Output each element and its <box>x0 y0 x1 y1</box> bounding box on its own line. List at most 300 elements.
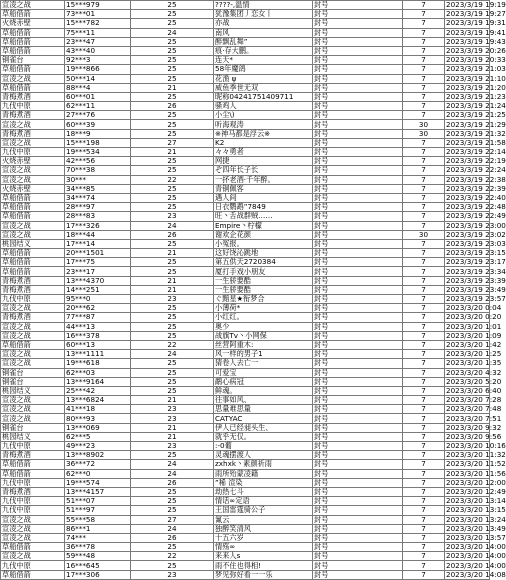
time-cell: 2023/3/20 14:00 <box>446 551 506 561</box>
account-cell: 41***18 <box>65 405 131 414</box>
level-cell: 21 <box>131 249 214 258</box>
server-cell: 青梅煮酒 <box>1 111 65 120</box>
days-cell: 7 <box>403 322 445 331</box>
time-cell: 2023/3/20 10:16 <box>446 441 506 451</box>
nickname-cell: 鲜魂。 <box>214 386 313 395</box>
time-cell: 2023/3/20 7:28 <box>446 395 502 405</box>
table-row <box>1 561 490 570</box>
action-cell: 封号 <box>313 313 403 322</box>
action-cell: 封号 <box>313 570 403 579</box>
level-cell: 24 <box>131 524 214 533</box>
action-cell: 封号 <box>313 46 403 55</box>
time-cell: 2023/3/20 11:56 <box>446 468 506 478</box>
account-cell: 13***4370 <box>65 276 131 285</box>
level-cell: 25 <box>131 10 214 19</box>
account-cell: 17***14 <box>65 239 131 248</box>
time-cell: 2023/3/19 21:25 <box>446 110 506 120</box>
time-cell: 2023/3/20 9:56 <box>446 431 502 441</box>
days-cell: 7 <box>403 212 445 221</box>
account-cell: 60***01 <box>65 92 131 101</box>
days-cell: 7 <box>403 331 445 340</box>
level-cell: 24 <box>131 350 214 359</box>
action-cell: 封号 <box>313 239 403 248</box>
nickname-cell: ぞ四年长子长 <box>214 166 313 175</box>
server-cell: 火烧赤壁 <box>1 19 65 28</box>
server-cell: 九伐中原 <box>1 295 65 304</box>
time-cell: 2023/3/19 19:43 <box>446 36 506 46</box>
nickname-cell: ※神马都是浮云※ <box>214 129 313 138</box>
level-cell: 25 <box>131 313 214 322</box>
table-row <box>1 524 490 533</box>
action-cell: 封号 <box>313 543 403 552</box>
account-cell: 28***97 <box>65 203 131 212</box>
account-cell: 30*** <box>65 175 131 184</box>
server-cell: 宣凌之战 <box>1 350 65 359</box>
days-cell: 7 <box>403 193 445 202</box>
account-cell: 36***72 <box>65 460 131 469</box>
time-cell: 2023/3/19 22:24 <box>446 165 506 175</box>
days-cell: 7 <box>403 451 445 460</box>
time-cell: 2023/3/19 20:26 <box>446 46 506 56</box>
server-cell: 宣凌之战 <box>1 331 65 340</box>
level-cell: 23 <box>131 295 214 304</box>
action-cell: 封号 <box>313 478 403 487</box>
days-cell: 7 <box>403 359 445 368</box>
action-cell: 封号 <box>313 340 403 349</box>
time-cell: 2023/3/19 23:15 <box>446 248 506 258</box>
time-cell: 2023/3/19 19:31 <box>446 18 506 28</box>
days-cell: 7 <box>403 478 445 487</box>
days-cell: 7 <box>403 570 445 579</box>
server-cell: 宣凌之战 <box>1 515 65 524</box>
days-cell: 30 <box>403 120 445 129</box>
time-cell: 2023/3/19 22:49 <box>446 211 506 221</box>
account-cell: 20***1501 <box>65 249 131 258</box>
level-cell: 24 <box>131 460 214 469</box>
time-cell: 2023/3/19 21:03 <box>446 64 506 74</box>
days-cell: 30 <box>403 230 445 239</box>
days-cell: 7 <box>403 166 445 175</box>
table-row <box>1 469 490 478</box>
days-cell: 7 <box>403 552 445 561</box>
account-cell: 55***58 <box>65 515 131 524</box>
nickname-cell: 第五供天2720384 <box>214 258 313 267</box>
time-cell: 2023/3/20 13:15 <box>446 505 506 515</box>
level-cell: 24 <box>131 221 214 230</box>
nickname-cell: 来来人s <box>214 552 313 561</box>
action-cell: 封号 <box>313 28 403 37</box>
nickname-cell: 醉飘乱舞” <box>214 37 313 46</box>
level-cell: 25 <box>131 19 214 28</box>
server-cell: 桃园结义 <box>1 239 65 248</box>
level-cell: 23 <box>131 405 214 414</box>
action-cell: 封号 <box>313 469 403 478</box>
account-cell: 23***47 <box>65 37 131 46</box>
nickname-cell: 旺丶舌战群贼…… <box>214 212 313 221</box>
table-row <box>1 175 490 184</box>
action-cell: 封号 <box>313 460 403 469</box>
time-cell: 2023/3/20 1:09 <box>446 330 502 340</box>
account-cell: 16***378 <box>65 331 131 340</box>
table-row <box>1 258 490 267</box>
action-cell: 封号 <box>313 396 403 405</box>
table-row <box>1 19 490 28</box>
nickname-cell: 情话∞定语 <box>214 497 313 506</box>
server-cell: 九伐中原 <box>1 102 65 111</box>
time-cell: 2023/3/19 22:39 <box>446 183 506 193</box>
level-cell: 21 <box>131 285 214 294</box>
server-cell: 草船借箭 <box>1 203 65 212</box>
server-cell: 草船借箭 <box>1 83 65 92</box>
days-cell: 7 <box>403 386 445 395</box>
table-row <box>1 120 490 129</box>
level-cell: 25 <box>131 46 214 55</box>
time-cell: 2023/3/20 12:00 <box>446 477 506 487</box>
account-cell: 49***23 <box>65 442 131 451</box>
action-cell: 封号 <box>313 65 403 74</box>
server-cell: 草船借箭 <box>1 249 65 258</box>
nickname-cell: CATYAC <box>214 414 313 423</box>
days-cell: 7 <box>403 350 445 359</box>
level-cell: 22 <box>131 552 214 561</box>
server-cell: 草船借箭 <box>1 37 65 46</box>
server-cell: 青梅煮酒 <box>1 129 65 138</box>
account-cell: 18***9 <box>65 129 131 138</box>
level-cell: 23 <box>131 414 214 423</box>
server-cell: 青梅煮酒 <box>1 451 65 460</box>
level-cell: 27 <box>131 138 214 147</box>
days-cell: 7 <box>403 175 445 184</box>
table-row <box>1 28 490 37</box>
server-cell: 宣凌之战 <box>1 221 65 230</box>
table-row <box>1 368 490 377</box>
account-cell: 86***1 <box>65 524 131 533</box>
action-cell: 封号 <box>313 221 403 230</box>
time-cell: 2023/3/20 14:00 <box>446 560 506 570</box>
server-cell: 铜雀台 <box>1 368 65 377</box>
level-cell: 21 <box>131 276 214 285</box>
server-cell: 宣凌之战 <box>1 552 65 561</box>
account-cell: 36***78 <box>65 543 131 552</box>
days-cell: 7 <box>403 396 445 405</box>
server-cell: 宣凌之战 <box>1 359 65 368</box>
account-cell: 34***74 <box>65 193 131 202</box>
time-cell: 2023/3/19 23:34 <box>446 266 506 276</box>
server-cell: 铜雀台 <box>1 423 65 432</box>
action-cell: 封号 <box>313 405 403 414</box>
nickname-cell: 这好饶沁跳地 <box>214 249 313 258</box>
account-cell: 42***56 <box>65 157 131 166</box>
nickname-cell: 王国雷霆骑公子 <box>214 506 313 515</box>
server-cell: 草船借箭 <box>1 212 65 221</box>
level-cell: 25 <box>131 166 214 175</box>
server-cell: 宣凌之战 <box>1 304 65 313</box>
time-cell: 2023/3/20 14:08 <box>446 569 506 579</box>
time-cell: 2023/3/19 23:17 <box>446 257 506 267</box>
action-cell: 封号 <box>313 423 403 432</box>
table-row <box>1 74 490 83</box>
level-cell: 25 <box>131 120 214 129</box>
level-cell: 25 <box>131 56 214 65</box>
server-cell: 桃园结义 <box>1 386 65 395</box>
days-cell: 7 <box>403 102 445 111</box>
time-cell: 2023/3/20 13:14 <box>446 496 506 506</box>
days-cell: 7 <box>403 295 445 304</box>
time-cell: 2023/3/19 19:19 <box>446 0 506 10</box>
nickname-cell: 听海观涛 <box>214 120 313 129</box>
nickname-cell: 就乎无仅。 <box>214 432 313 441</box>
time-cell: 2023/3/20 5:20 <box>446 376 502 386</box>
days-cell: 7 <box>403 239 445 248</box>
days-cell: 7 <box>403 249 445 258</box>
days-cell: 7 <box>403 561 445 570</box>
time-cell: 2023/3/20 12:49 <box>446 487 506 497</box>
action-cell: 封号 <box>313 258 403 267</box>
account-cell: 59***48 <box>65 552 131 561</box>
nickname-cell: 一生骄要酷 <box>214 276 313 285</box>
server-cell: 草船借箭 <box>1 460 65 469</box>
level-cell: 21 <box>131 396 214 405</box>
server-cell: 草船借箭 <box>1 570 65 579</box>
account-cell: 14***251 <box>65 285 131 294</box>
days-cell: 7 <box>403 203 445 212</box>
action-cell: 封号 <box>313 322 403 331</box>
level-cell: 25 <box>131 487 214 496</box>
action-cell: 封号 <box>313 377 403 386</box>
level-cell: 25 <box>131 497 214 506</box>
server-cell: 草船借箭 <box>1 46 65 55</box>
level-cell: 25 <box>131 184 214 193</box>
days-cell: 7 <box>403 111 445 120</box>
nickname-cell: 雨不住也得相! <box>214 561 313 570</box>
action-cell: 封号 <box>313 515 403 524</box>
account-cell: 25***42 <box>65 386 131 395</box>
level-cell: 25 <box>131 322 214 331</box>
level-cell: 23 <box>131 570 214 579</box>
server-cell: 青梅煮酒 <box>1 276 65 285</box>
nickname-cell: 小冤报。 <box>214 239 313 248</box>
days-cell: 7 <box>403 83 445 92</box>
days-cell: 7 <box>403 377 445 386</box>
server-cell: 宣凌之战 <box>1 175 65 184</box>
server-cell: 九伐中原 <box>1 442 65 451</box>
server-cell: 青梅煮酒 <box>1 92 65 101</box>
table-row <box>1 515 490 524</box>
account-cell: 51***07 <box>65 497 131 506</box>
action-cell: 封号 <box>313 83 403 92</box>
days-cell: 7 <box>403 46 445 55</box>
days-cell: 7 <box>403 487 445 496</box>
days-cell: 7 <box>403 28 445 37</box>
server-cell: 草船借箭 <box>1 469 65 478</box>
account-cell: 13***6824 <box>65 396 131 405</box>
nickname-cell: 小薄荷* <box>214 304 313 313</box>
account-cell: 13***069 <box>65 423 131 432</box>
time-cell: 2023/3/19 23:02 <box>446 229 506 239</box>
days-cell: 7 <box>403 533 445 542</box>
time-cell: 2023/3/19 23:39 <box>446 275 506 285</box>
level-cell: 25 <box>131 368 214 377</box>
account-cell: 44***13 <box>65 322 131 331</box>
nickname-cell: 々々勇者 <box>214 148 313 157</box>
level-cell: 25 <box>131 258 214 267</box>
account-cell: 19***574 <box>65 478 131 487</box>
days-cell: 7 <box>403 469 445 478</box>
server-cell: 宣凌之战 <box>1 396 65 405</box>
nickname-cell: 厦打手戏小朋友 <box>214 267 313 276</box>
nickname-cell: 猜卷人去亡一 <box>214 359 313 368</box>
nickname-cell: 一生骄要酷 <box>214 285 313 294</box>
days-cell: 7 <box>403 92 445 101</box>
action-cell: 封号 <box>313 533 403 542</box>
server-cell: 青梅煮酒 <box>1 487 65 496</box>
days-cell: 7 <box>403 460 445 469</box>
account-cell: 92***3 <box>65 56 131 65</box>
action-cell: 封号 <box>313 111 403 120</box>
time-cell: 2023/3/19 23:49 <box>446 284 506 294</box>
account-cell: 62***0 <box>65 469 131 478</box>
level-cell: 26 <box>131 533 214 542</box>
table-row <box>1 65 490 74</box>
table-row <box>1 230 490 239</box>
days-cell: 7 <box>403 423 445 432</box>
days-cell: 7 <box>403 524 445 533</box>
account-cell: 18***44 <box>65 230 131 239</box>
server-cell: 九伐中原 <box>1 148 65 157</box>
nickname-cell: 58年魔鸽 <box>214 65 313 74</box>
action-cell: 封号 <box>313 193 403 202</box>
account-cell: 15***782 <box>65 19 131 28</box>
days-cell: 7 <box>403 74 445 83</box>
level-cell: 24 <box>131 469 214 478</box>
nickname-cell: 灵魂摆渡人 <box>214 451 313 460</box>
action-cell: 封号 <box>313 331 403 340</box>
server-cell: 青梅煮酒 <box>1 285 65 294</box>
server-cell: 九伐中原 <box>1 478 65 487</box>
account-cell: 70***38 <box>65 166 131 175</box>
time-cell: 2023/3/20 13:57 <box>446 532 506 542</box>
time-cell: 2023/3/20 0:20 <box>446 312 502 322</box>
days-cell: 7 <box>403 221 445 230</box>
time-cell: 2023/3/19 22:40 <box>446 193 506 203</box>
time-cell: 2023/3/19 23:00 <box>446 220 506 230</box>
days-cell: 7 <box>403 19 445 28</box>
action-cell: 封号 <box>313 74 403 83</box>
level-cell: 25 <box>131 386 214 395</box>
table-row <box>1 506 490 515</box>
server-cell: 宣凌之战 <box>1 405 65 414</box>
action-cell: 封号 <box>313 102 403 111</box>
server-cell: 草船借箭 <box>1 28 65 37</box>
action-cell: 封号 <box>313 148 403 157</box>
level-cell: 26 <box>131 230 214 239</box>
level-cell: 25 <box>131 377 214 386</box>
nickname-cell: 犹豫集团丿恋女丨 <box>214 10 313 19</box>
action-cell: 封号 <box>313 138 403 147</box>
action-cell: 封号 <box>313 1 403 10</box>
days-cell: 7 <box>403 276 445 285</box>
server-cell: 宣凌之战 <box>1 533 65 542</box>
time-cell: 2023/3/20 13:24 <box>446 514 506 524</box>
level-cell: 25 <box>131 331 214 340</box>
days-cell: 7 <box>403 368 445 377</box>
server-cell: 青梅煮酒 <box>1 313 65 322</box>
action-cell: 封号 <box>313 442 403 451</box>
nickname-cell: 往事如风、 <box>214 396 313 405</box>
time-cell: 2023/3/19 21:10 <box>446 73 506 83</box>
account-cell: 19***866 <box>65 65 131 74</box>
days-cell: 7 <box>403 313 445 322</box>
days-cell: 7 <box>403 267 445 276</box>
table-row <box>1 460 490 469</box>
nickname-cell: zxhxk丶素颜祈雨 <box>214 460 313 469</box>
level-cell: 25 <box>131 74 214 83</box>
action-cell: 封号 <box>313 267 403 276</box>
nickname-cell: 连天* <box>214 56 313 65</box>
action-cell: 封号 <box>313 285 403 294</box>
nickname-cell: 奥少 <box>214 322 313 331</box>
server-cell: 九伐中原 <box>1 497 65 506</box>
server-cell: 火烧赤壁 <box>1 184 65 193</box>
nickname-cell: 南风 <box>214 28 313 37</box>
account-cell: 13***8902 <box>65 451 131 460</box>
table-row <box>1 267 490 276</box>
server-cell: 草船借箭 <box>1 193 65 202</box>
level-cell: 25 <box>131 561 214 570</box>
nickname-cell: 可爱宝 <box>214 368 313 377</box>
action-cell: 封号 <box>313 451 403 460</box>
server-cell: 宣凌之战 <box>1 414 65 423</box>
nickname-cell: 痕·存大鹏。 <box>214 46 313 55</box>
level-cell: 21 <box>131 83 214 92</box>
time-cell: 2023/3/20 1:01 <box>446 321 502 331</box>
time-cell: 2023/3/20 13:49 <box>446 523 506 533</box>
level-cell: 25 <box>131 451 214 460</box>
server-cell: 草船借箭 <box>1 543 65 552</box>
server-cell: 草船借箭 <box>1 10 65 19</box>
account-cell: 51***97 <box>65 506 131 515</box>
time-cell: 2023/3/19 20:33 <box>446 55 506 65</box>
server-cell: 九伐中原 <box>1 506 65 515</box>
level-cell: 21 <box>131 148 214 157</box>
days-cell: 7 <box>403 285 445 294</box>
table-row <box>1 570 490 579</box>
time-cell: 2023/3/19 22:14 <box>446 147 506 157</box>
server-cell: 草船借箭 <box>1 65 65 74</box>
level-cell: 27 <box>131 515 214 524</box>
days-cell: 7 <box>403 432 445 441</box>
server-cell: 火烧赤壁 <box>1 157 65 166</box>
account-cell: 60***13 <box>65 340 131 349</box>
nickname-cell: K2 <box>214 138 313 147</box>
days-cell: 7 <box>403 515 445 524</box>
action-cell: 封号 <box>313 157 403 166</box>
nickname-cell: 思量难思量 <box>214 405 313 414</box>
days-cell: 7 <box>403 405 445 414</box>
nickname-cell: 花渔 ψ <box>214 74 313 83</box>
action-cell: 封号 <box>313 56 403 65</box>
server-cell: 草船借箭 <box>1 258 65 267</box>
nickname-cell: 谢欢企花颜 <box>214 230 313 239</box>
server-cell: 宣凌之战 <box>1 1 65 10</box>
level-cell: 25 <box>131 359 214 368</box>
action-cell: 封号 <box>313 432 403 441</box>
account-cell: 17***306 <box>65 570 131 579</box>
server-cell: 草船借箭 <box>1 267 65 276</box>
table-row <box>1 322 490 331</box>
days-cell: 7 <box>403 506 445 515</box>
account-cell: 17***75 <box>65 258 131 267</box>
